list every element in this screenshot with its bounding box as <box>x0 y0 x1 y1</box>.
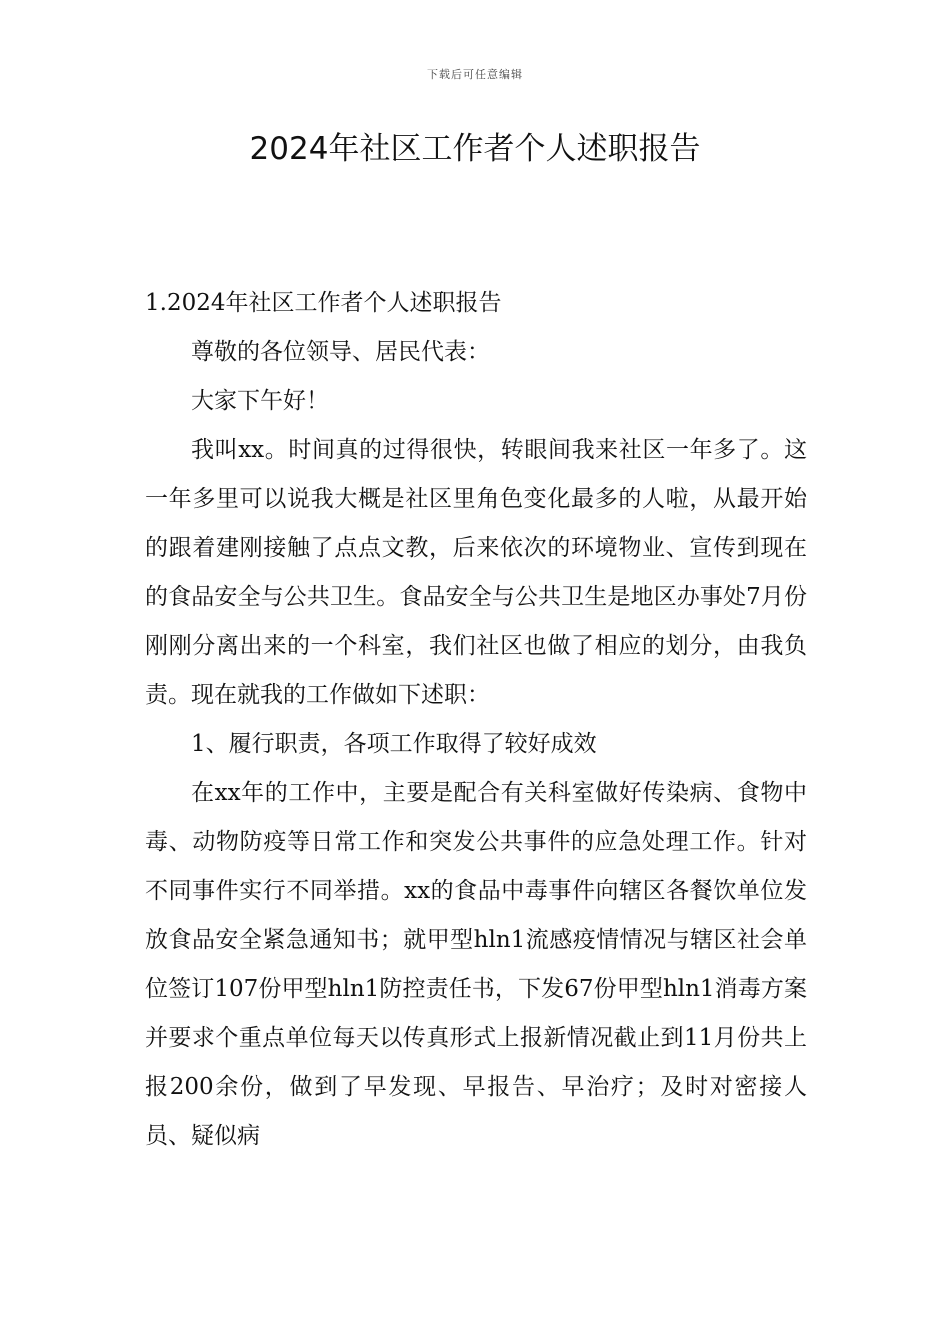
paragraph-subheading: 1、履行职责，各项工作取得了较好成效 <box>191 731 597 757</box>
paragraph-section-heading: 1.2024年社区工作者个人述职报告 <box>145 290 502 316</box>
paragraph-work-details: 在xx年的工作中，主要是配合有关科室做好传染病、食物中毒、动物防疫等日常工作和突发公共事件的应急处理工作。针对不同事件实行不同举措。xx的食品中毒事件向辖区各餐饮单位发放食品安全紧急通知书；就甲型hln1流感疫情情况与辖区社会单位签订107份甲型hln1防控责任书，下发67份甲型hln1消毒方案并要求个重点单位每天以传真形式上报新情况截止到11月份共上报200余份，做到了早发现、早报告、早治疗；及时对密接人员、疑似病 <box>145 780 807 1149</box>
document-title: 2024年社区工作者个人述职报告 <box>249 131 701 167</box>
paragraph-greeting: 大家下午好！ <box>191 388 329 414</box>
header-note: 下载后可任意编辑 <box>427 68 523 81</box>
paragraph-salutation: 尊敬的各位领导、居民代表： <box>191 339 490 365</box>
paragraph-introduction: 我叫xx。时间真的过得很快，转眼间我来社区一年多了。这一年多里可以说我大概是社区里角色变化最多的人啦，从最开始的跟着建刚接触了点点文教，后来依次的环境物业、宣传到现在的食品安全与公共卫生。食品安全与公共卫生是地区办事处7月份刚刚分离出来的一个科室，我们社区也做了相应的划分，由我负责。现在就我的工作做如下述职： <box>145 437 807 708</box>
document-body <box>145 279 807 1161</box>
